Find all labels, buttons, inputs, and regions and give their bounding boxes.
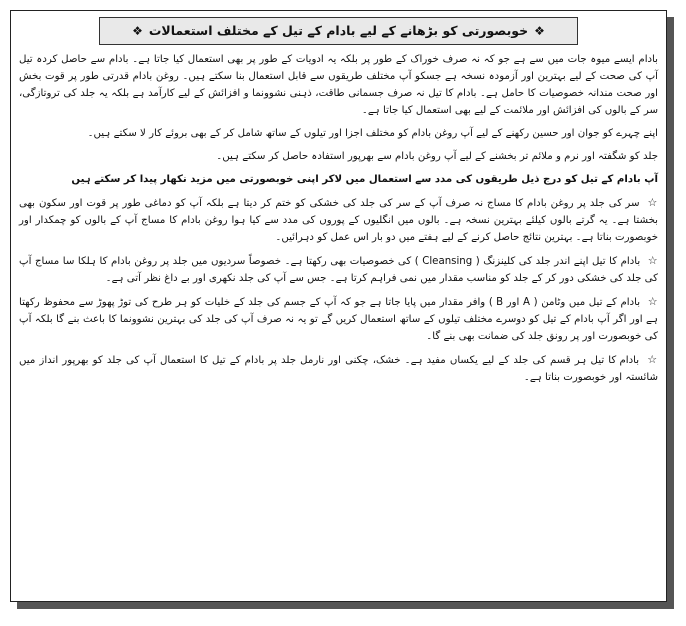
- cleansing-word: ( Cleansing ): [414, 256, 480, 267]
- intro-paragraph: بادام ایسے میوہ جات میں سے ہے جو کہ نہ صرف خوراک کے طور پر بلکہ یہ ادویات کے طور پر بھی استعمال کیا جاتا ہے۔ بادام سے حاصل کردہ تیل آپ کی صحت کے لیے بہترین اور آزمودہ نسخہ ہے جسکو آپ مختلف طریقوں سے قابل استعمال بنا سکتے ہیں۔ روغن بادام قدرتی طور پر قوت بخش اور صحت مندانہ خصوصیات کا حامل ہے۔ بادام کا تیل نہ صرف جسمانی طاقت، ذہنی نشوونما و افزائش کے لیے کارآمد ہے بلکہ یہ جلد کی تروتازگی، سر کے بالوں کی افزائش اور ملائمت کے لیے بھی استعمال کیا جاتا ہے۔: [19, 54, 658, 116]
- ornament-icon: ❖: [132, 24, 143, 38]
- article-frame: [10, 10, 667, 602]
- bullet-cleansing: [19, 252, 658, 287]
- bullet-skin-types-text: بادام کا تیل ہر قسم کی جلد کے لیے یکساں مفید ہے۔ خشک، چکنی اور نارمل جلد پر بادام کے تیل کا استعمال آپ کی جلد کو بھرپور انداز میں شائستہ اور خوبصورت بناتا ہے۔: [19, 355, 658, 383]
- bullet-scalp-text: سر کی جلد پر روغن بادام کا مساج نہ صرف آپ کے سر کی جلد کی خشکی کو ختم کر دیتا ہے بلکہ آپ کو دماغی طور پر قوت اور سکون بھی بخشتا ہے۔ یہ گرتے بالوں کیلئے بہترین نسخہ ہے۔ بالوں میں انگلیوں کے پوروں کی مدد سے کیا ہوا روغن بادام کا مساج آپ کے بالوں کو چمکدار اور خوبصورت بناتا ہے۔ بہترین نتائج حاصل کرنے کے لیے ہفتے میں دو بار اس عمل کو دہرائیں۔: [19, 198, 658, 243]
- bullet-vitamins-text: بادام کے تیل میں وٹامن ( A اور B ) وافر مقدار میں پایا جاتا ہے جو کہ آپ کے جسم کی جلد کے خلیات کو ہر طرح کی توڑ پھوڑ سے محفوظ رکھتا ہے اور اگر آپ بادام کے تیل کو دوسرے مختلف تیلوں کے ساتھ استعمال کریں گے تو یہ نہ صرف آپ کی جلد کی بہترین نشوونما کا باعث بنے گا بلکہ آپ کی خوبصورت اور پر رونق جلد کی ضمانت بھی بنے گا۔: [19, 297, 658, 342]
- face-paragraph: اپنے چہرے کو جوان اور حسین رکھنے کے لیے آپ روغن بادام کو مختلف اجزا اور تیلوں کے ساتھ شامل کر کے بھی بروئے کار لا سکتے ہیں۔: [87, 128, 658, 139]
- star-icon: ☆: [647, 196, 658, 209]
- article-title-bar: [99, 17, 578, 45]
- article-content: [19, 15, 658, 597]
- bullet-skin-types: [19, 351, 658, 386]
- star-icon: ☆: [647, 295, 658, 308]
- bullet-vitamins: [19, 293, 658, 345]
- usage-heading: آپ بادام کے تیل کو درج ذیل طریقوں کی مدد سے استعمال میں لاکر اپنی خوبصورتی میں مزید نکھار پیدا کر سکتے ہیں: [71, 174, 658, 185]
- ornament-icon: ❖: [534, 24, 545, 38]
- bullet-cleansing-text-pre: بادام کا تیل اپنے اندر جلد کی کلینزنگ: [483, 256, 641, 267]
- bullet-scalp: [19, 194, 658, 246]
- article-title: خوبصورتی کو بڑھانے کے لیے بادام کے تیل کے مختلف استعمالات: [148, 23, 529, 38]
- star-icon: ☆: [647, 254, 658, 267]
- skin-paragraph: جلد کو شگفتہ اور نرم و ملائم تر بخشنے کے لیے آپ روغن بادام سے بھرپور استفادہ حاصل کر سکتے ہیں۔: [216, 151, 658, 162]
- bullet-cleansing-text-post: کی خصوصیات بھی رکھتا ہے۔ خصوصاً سردیوں میں جلد پر روغن بادام کا ہلکا سا مساج آپ کی جلد کی خشکی دور کر کے جلد کو مناسب مقدار میں نمی فراہم کرتا ہے۔ جس سے آپ کی جلد نکھری اور بے داغ نظر آتی ہے۔: [19, 256, 658, 284]
- star-icon: ☆: [647, 353, 658, 366]
